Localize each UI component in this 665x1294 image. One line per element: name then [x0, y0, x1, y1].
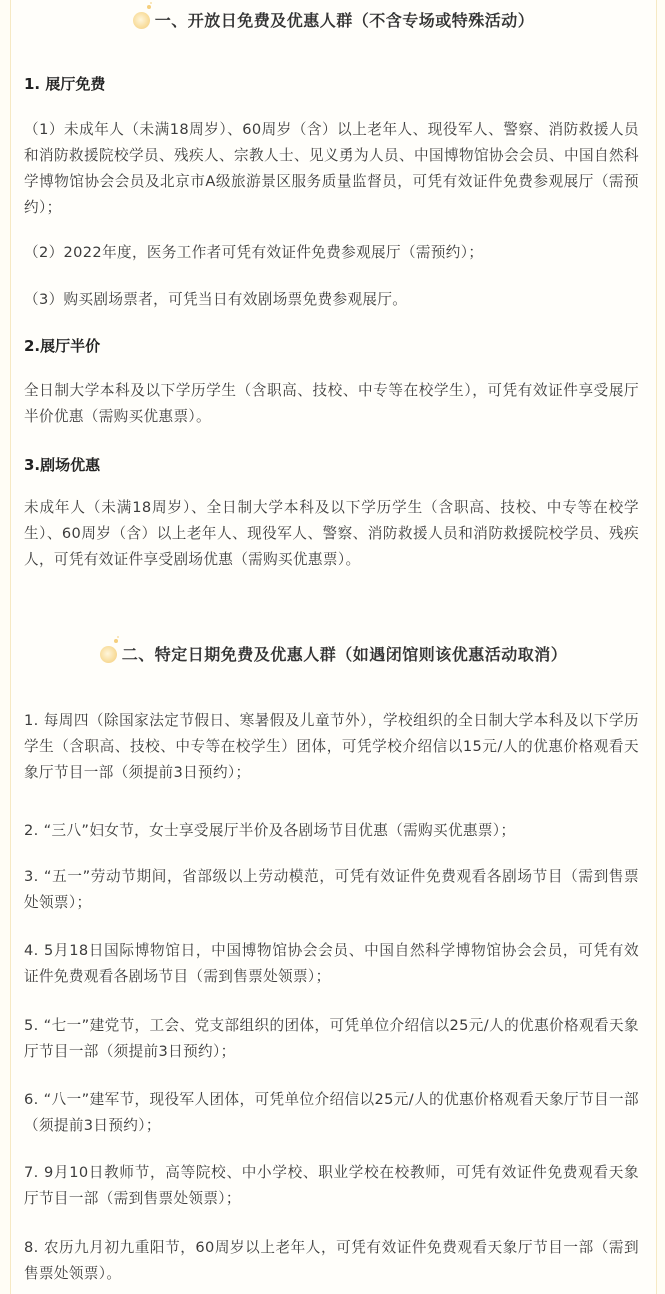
- sun-icon: [131, 9, 153, 31]
- list-item: 1. 每周四（除国家法定节假日、寒暑假及儿童节外），学校组织的全日制大学本科及以下学历学生（含职高、技校、中专等在校学生）团体，可凭学校介绍信以15元/人的优惠价格观看天象厅节目一部（须提前3日预约）；: [24, 712, 639, 781]
- paragraph-free-exhibition-2: （2）2022年度，医务工作者可凭有效证件免费参观展厅（需预约）；: [24, 244, 484, 261]
- paragraph-free-exhibition-3: （3）购买剧场票者，可凭当日有效剧场票免费参观展厅。: [24, 291, 408, 308]
- paragraph-theater-discount: 未成年人（未满18周岁）、全日制大学本科及以下学历学生（含职高、技校、中专等在校学生）、60周岁（含）以上老年人、现役军人、警察、消防救援人员和消防救援院校学员、残疾人，可凭有效证件享受剧场优惠（需购买优惠票）。: [24, 499, 639, 568]
- subheading-free-exhibition: 1. 展厅免费: [24, 75, 106, 93]
- list-item: 2. “三八”妇女节，女士享受展厅半价及各剧场节目优惠（需购买优惠票）；: [24, 822, 516, 839]
- subheading-half-price: 2.展厅半价: [24, 337, 101, 355]
- list-item: 3. “五一”劳动节期间，省部级以上劳动模范，可凭有效证件免费观看各剧场节目（需到售票处领票）；: [24, 868, 639, 911]
- list-item: 7. 9月10日教师节，高等院校、中小学校、职业学校在校教师，可凭有效证件免费观看天象厅节目一部（需到售票处领票）；: [24, 1164, 639, 1207]
- section-heading-1: [0, 9, 665, 33]
- list-item: 8. 农历九月初九重阳节，60周岁以上老年人，可凭有效证件免费观看天象厅节目一部（需到售票处领票）。: [24, 1239, 639, 1282]
- paragraph-half-price: 全日制大学本科及以下学历学生（含职高、技校、中专等在校学生），可凭有效证件享受展厅半价优惠（需购买优惠票）。: [24, 382, 639, 425]
- list-item: 5. “七一”建党节，工会、党支部组织的团体，可凭单位介绍信以25元/人的优惠价格观看天象厅节目一部（须提前3日预约）；: [24, 1017, 639, 1060]
- list-item: 4. 5月18日国际博物馆日，中国博物馆协会会员、中国自然科学博物馆协会会员，可凭有效证件免费观看各剧场节目（需到售票处领票）；: [24, 942, 639, 985]
- list-item: 6. “八一”建军节，现役军人团体，可凭单位介绍信以25元/人的优惠价格观看天象厅节目一部（须提前3日预约）；: [24, 1091, 639, 1134]
- subheading-theater-discount: 3.剧场优惠: [24, 456, 101, 474]
- section-heading-2: [0, 643, 665, 667]
- paragraph-free-exhibition-1: （1）未成年人（未满18周岁）、60周岁（含）以上老年人、现役军人、警察、消防救援人员和消防救援院校学员、残疾人、宗教人士、见义勇为人员、中国博物馆协会会员、中国自然科学博物馆协会会员及北京市A级旅游景区服务质量监督员，可凭有效证件免费参观展厅（需预约）；: [24, 121, 639, 216]
- section-heading-2-text: 二、特定日期免费及优惠人群（如遇闭馆则该优惠活动取消）: [121, 645, 568, 664]
- section-heading-1-text: 一、开放日免费及优惠人群（不含专场或特殊活动）: [154, 11, 535, 30]
- sun-icon: [98, 643, 120, 665]
